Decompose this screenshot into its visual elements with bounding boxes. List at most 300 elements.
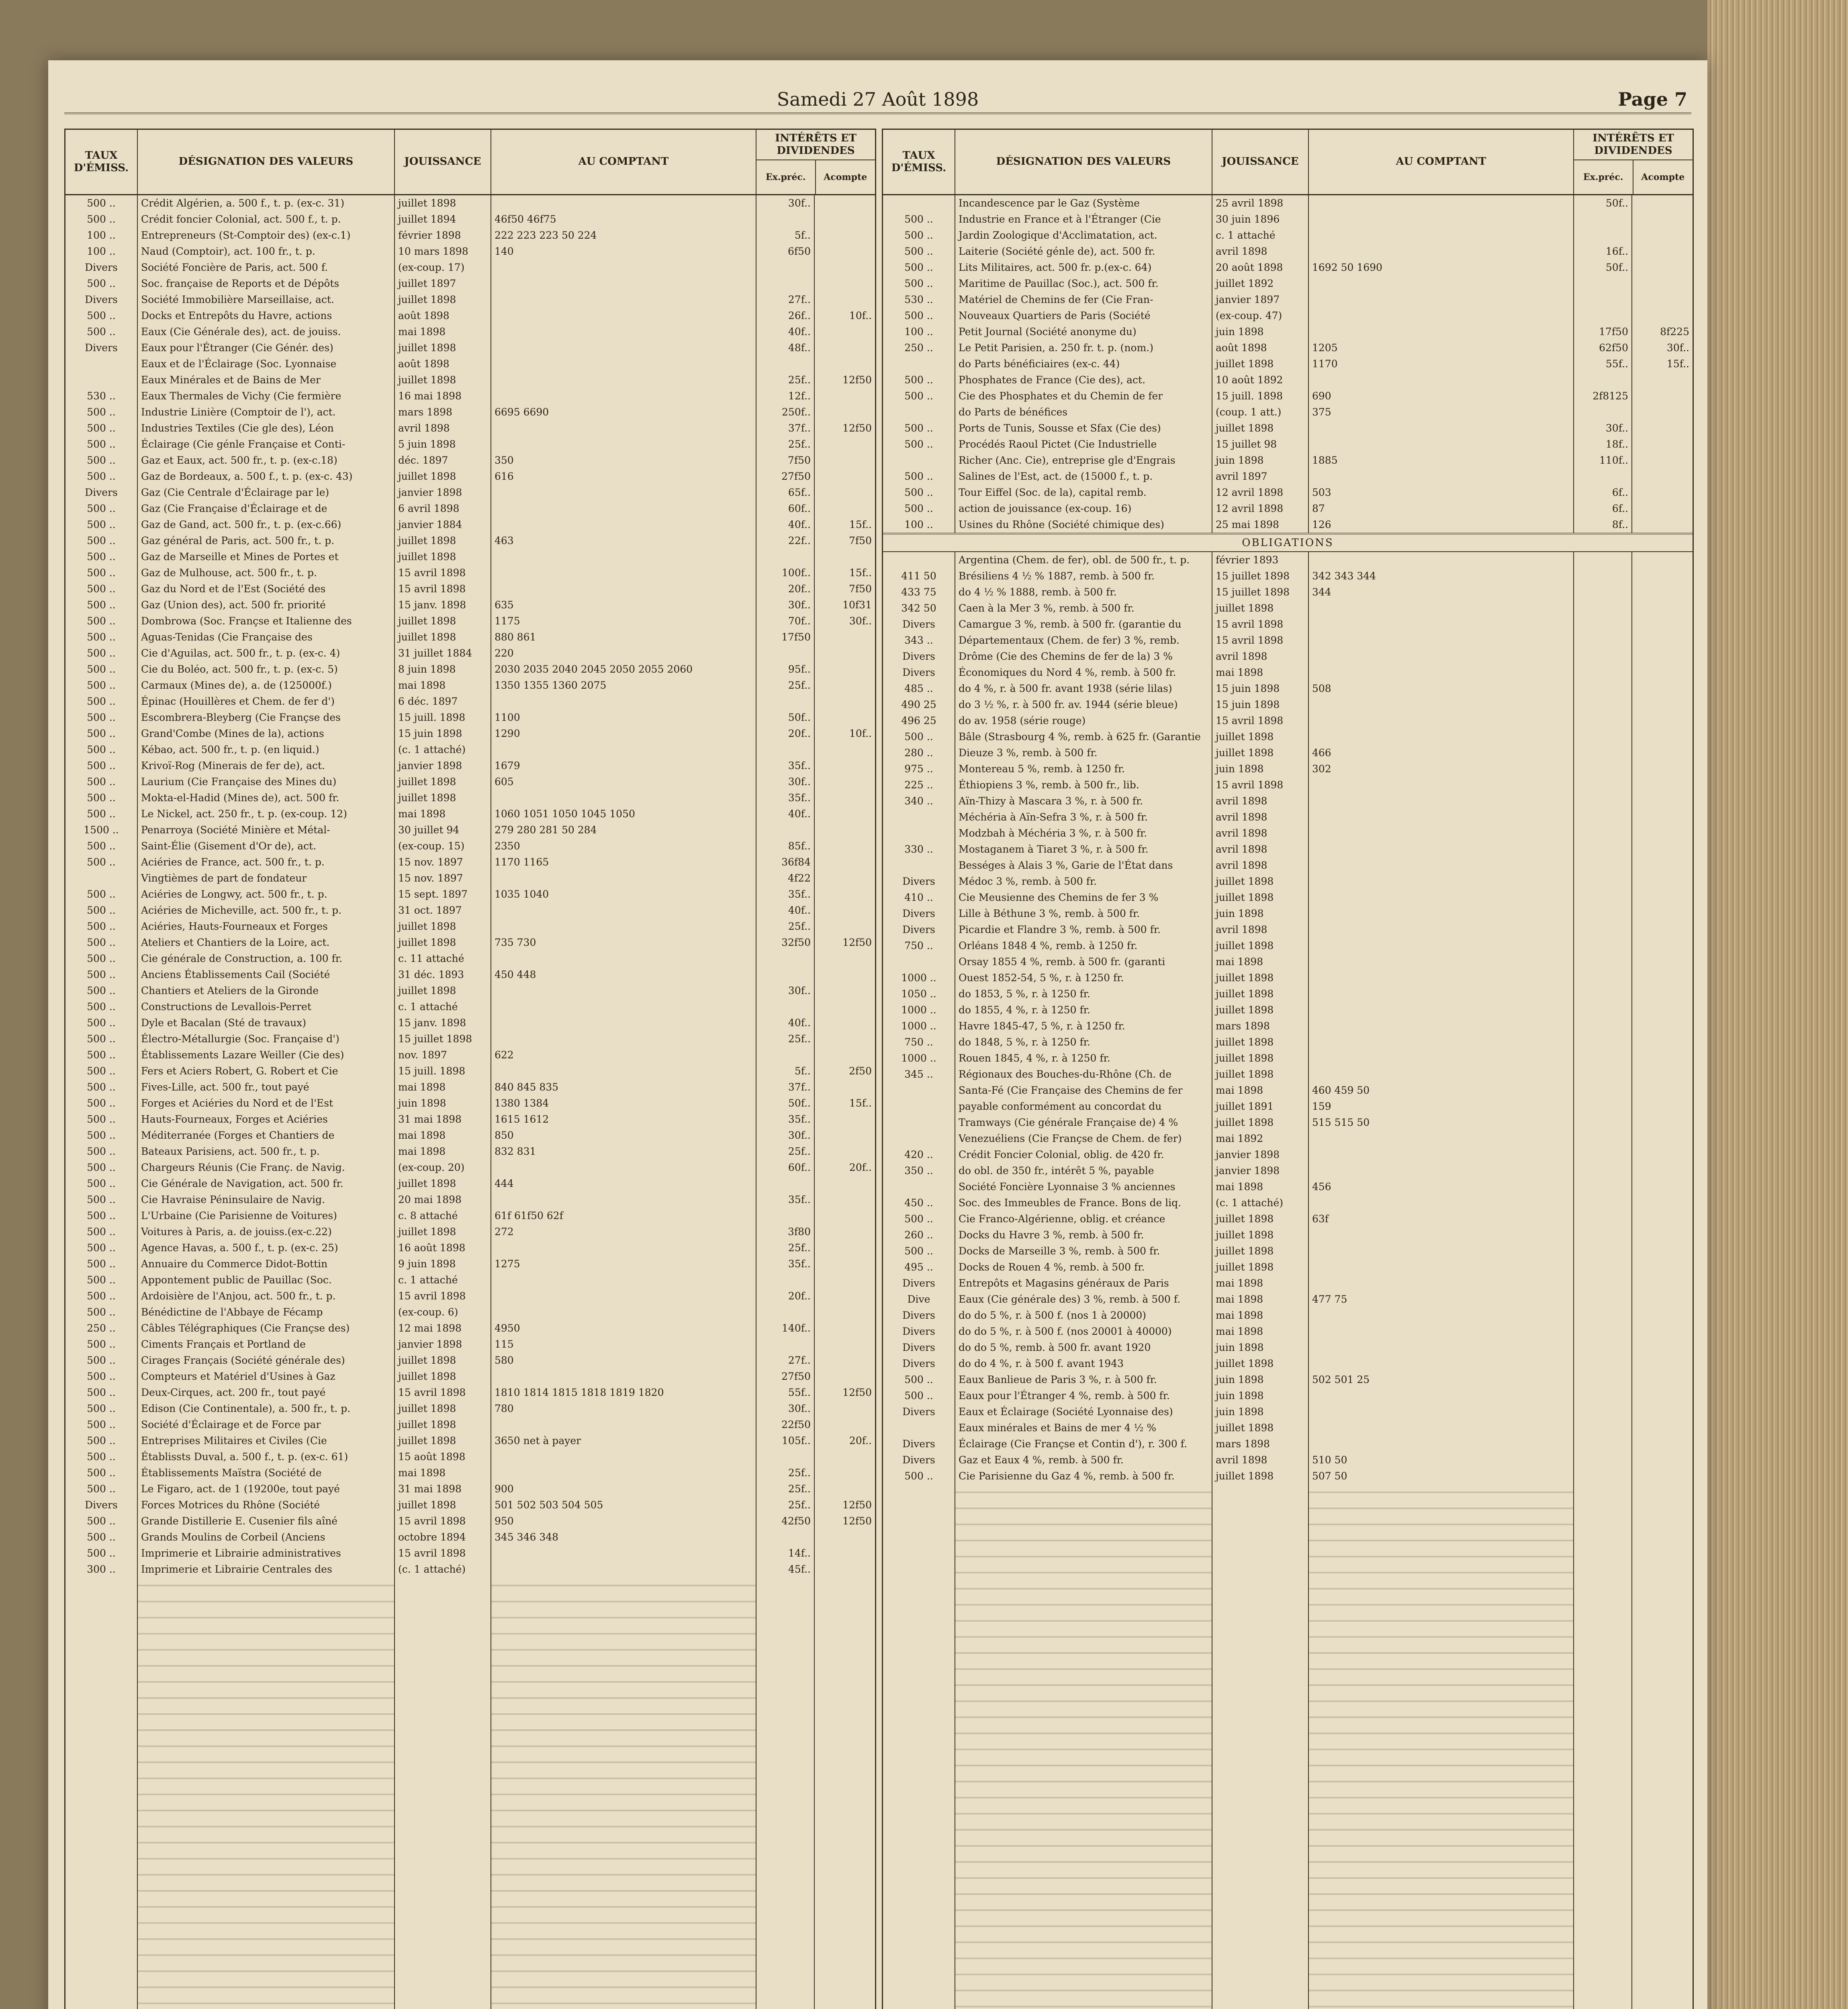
- cell-taux: 500 ..: [65, 694, 138, 710]
- cell-designation: do 1853, 5 %, r. à 1250 fr.: [955, 986, 1212, 1002]
- cell-taux: 500 ..: [65, 1079, 138, 1095]
- cell-ex-prec: 35f..: [756, 758, 815, 774]
- cell-jouissance: mars 1898: [395, 404, 491, 420]
- cell-acompte: [815, 243, 875, 260]
- cell-taux: 411 50: [883, 568, 955, 584]
- cell-ex-prec: 62f50: [1574, 340, 1632, 356]
- cell-comptant: 1100: [491, 710, 756, 726]
- cell-comptant: [1309, 292, 1574, 308]
- cell-comptant: [1309, 1195, 1574, 1211]
- newspaper-page: [48, 60, 1707, 2009]
- table-row: [883, 308, 1693, 324]
- cell-comptant: 140: [491, 243, 756, 260]
- table-row: [883, 1050, 1693, 1066]
- cell-designation: Tour Eiffel (Soc. de la), capital remb.: [955, 485, 1212, 501]
- cell-acompte: [1632, 1275, 1693, 1291]
- cell-jouissance: août 1898: [395, 356, 491, 372]
- cell-designation: Kébao, act. 500 fr., t. p. (en liquid.): [138, 742, 395, 758]
- cell-ex-prec: 60f..: [756, 1160, 815, 1176]
- cell-taux: [883, 1179, 955, 1195]
- cell-designation: Santa-Fé (Cie Française des Chemins de fer: [955, 1082, 1212, 1099]
- col-interets-header: [756, 130, 875, 194]
- cell-acompte: [1632, 1340, 1693, 1356]
- cell-taux: [883, 1082, 955, 1099]
- cell-acompte: [1632, 697, 1693, 713]
- cell-designation: Gaz général de Paris, act. 500 fr., t. p.: [138, 533, 395, 549]
- cell-comptant: [1309, 1259, 1574, 1275]
- cell-designation: Appontement public de Pauillac (Soc.: [138, 1272, 395, 1288]
- cell-ex-prec: 25f..: [756, 1497, 815, 1513]
- cell-comptant: 508: [1309, 681, 1574, 697]
- cell-ex-prec: 35f..: [756, 886, 815, 902]
- cell-acompte: [1632, 825, 1693, 841]
- cell-acompte: [815, 902, 875, 919]
- cell-comptant: [1309, 308, 1574, 324]
- cell-ex-prec: [1574, 1372, 1632, 1388]
- cell-designation: Rouen 1845, 4 %, r. à 1250 fr.: [955, 1050, 1212, 1066]
- cell-designation: Voitures à Paris, a. de jouiss.(ex-c.22): [138, 1224, 395, 1240]
- cell-comptant: 1615 1612: [491, 1111, 756, 1127]
- table-row: [65, 308, 875, 324]
- cell-jouissance: mai 1898: [395, 1127, 491, 1144]
- acompte-header: Acompte: [824, 172, 867, 182]
- cell-acompte: [815, 629, 875, 645]
- cell-jouissance: juillet 1898: [1212, 600, 1309, 616]
- cell-jouissance: 5 juin 1898: [395, 436, 491, 452]
- cell-taux: 500 ..: [883, 1468, 955, 1484]
- cell-comptant: 115: [491, 1336, 756, 1352]
- cell-acompte: [1632, 1099, 1693, 1115]
- cell-comptant: 1175: [491, 613, 756, 629]
- cell-acompte: [1632, 745, 1693, 761]
- cell-ex-prec: [1574, 1291, 1632, 1307]
- cell-jouissance: avril 1898: [1212, 857, 1309, 874]
- cell-designation: Établissements Maïstra (Société de: [138, 1465, 395, 1481]
- cell-comptant: [1309, 276, 1574, 292]
- cell-taux: [883, 195, 955, 211]
- cell-taux: 500 ..: [65, 902, 138, 919]
- table-row: [65, 694, 875, 710]
- table-row: [65, 1497, 875, 1513]
- cell-comptant: [1309, 665, 1574, 681]
- cell-designation: Eaux pour l'Étranger (Cie Génér. des): [138, 340, 395, 356]
- cell-designation: Gaz de Mulhouse, act. 500 fr., t. p.: [138, 565, 395, 581]
- cell-ex-prec: [1574, 227, 1632, 243]
- cell-jouissance: mai 1898: [1212, 1307, 1309, 1324]
- cell-acompte: [815, 967, 875, 983]
- cell-comptant: [491, 1545, 756, 1561]
- cell-ex-prec: [1574, 938, 1632, 954]
- col-comptant-header: AU COMPTANT: [1309, 130, 1574, 194]
- cell-designation: Dieuze 3 %, remb. à 500 fr.: [955, 745, 1212, 761]
- cell-taux: 750 ..: [883, 938, 955, 954]
- cell-taux: 500 ..: [65, 710, 138, 726]
- cell-taux: 500 ..: [65, 1224, 138, 1240]
- cell-comptant: 350: [491, 452, 756, 468]
- cell-taux: 500 ..: [883, 468, 955, 485]
- cell-ex-prec: [1574, 825, 1632, 841]
- cell-designation: Imprimerie et Librairie Centrales des: [138, 1561, 395, 1577]
- cell-jouissance: 15 avril 1898: [395, 1513, 491, 1529]
- cell-acompte: [815, 1561, 875, 1577]
- cell-comptant: 63f: [1309, 1211, 1574, 1227]
- cell-acompte: [1632, 1002, 1693, 1018]
- table-row: [65, 1224, 875, 1240]
- table-row: [883, 1066, 1693, 1082]
- cell-designation: Mokta-el-Hadid (Mines de), act. 500 fr.: [138, 790, 395, 806]
- cell-acompte: [815, 388, 875, 404]
- cell-comptant: [1309, 874, 1574, 890]
- cell-ex-prec: 30f..: [756, 1127, 815, 1144]
- cell-taux: 500 ..: [65, 468, 138, 485]
- cell-acompte: [815, 501, 875, 517]
- cell-comptant: [491, 1288, 756, 1304]
- cell-acompte: [1632, 1356, 1693, 1372]
- cell-jouissance: 15 avril 1898: [395, 1385, 491, 1401]
- cell-comptant: 450 448: [491, 967, 756, 983]
- cell-acompte: [815, 1031, 875, 1047]
- col-interets-header: [1574, 130, 1693, 194]
- cell-ex-prec: [1574, 986, 1632, 1002]
- cell-designation: Bâle (Strasbourg 4 %, remb. à 625 fr. (Garantie: [955, 729, 1212, 745]
- table-row: [65, 661, 875, 677]
- cell-jouissance: c. 1 attaché: [395, 1272, 491, 1288]
- cell-jouissance: mai 1898: [1212, 1179, 1309, 1195]
- cell-taux: 500 ..: [65, 1063, 138, 1079]
- cell-taux: Divers: [883, 922, 955, 938]
- cell-designation: Aciéries de Longwy, act. 500 fr., t. p.: [138, 886, 395, 902]
- cell-jouissance: 15 juill. 1898: [395, 1063, 491, 1079]
- cell-designation: do do 5 %, remb. à 500 fr. avant 1920: [955, 1340, 1212, 1356]
- cell-ex-prec: 22f50: [756, 1417, 815, 1433]
- cell-ex-prec: [756, 1272, 815, 1288]
- cell-ex-prec: 45f..: [756, 1561, 815, 1577]
- cell-jouissance: (c. 1 attaché): [395, 742, 491, 758]
- cell-designation: do 1855, 4 %, r. à 1250 fr.: [955, 1002, 1212, 1018]
- table-row: [883, 404, 1693, 420]
- cell-comptant: 1380 1384: [491, 1095, 756, 1111]
- table-row: [65, 1561, 875, 1577]
- cell-designation: Aciéries de Micheville, act. 500 fr., t. p.: [138, 902, 395, 919]
- cell-comptant: 635: [491, 597, 756, 613]
- cell-jouissance: juin 1898: [1212, 452, 1309, 468]
- cell-designation: Ateliers et Chantiers de la Loire, act.: [138, 935, 395, 951]
- cell-comptant: 900: [491, 1481, 756, 1497]
- cell-designation: Ciments Français et Portland de: [138, 1336, 395, 1352]
- cell-taux: Dive: [883, 1291, 955, 1307]
- cell-jouissance: juin 1898: [395, 1095, 491, 1111]
- cell-acompte: 7f50: [849, 535, 872, 546]
- cell-taux: 420 ..: [883, 1147, 955, 1163]
- cell-ex-prec: [756, 645, 815, 661]
- cell-comptant: [491, 485, 756, 501]
- table-row: [883, 1147, 1693, 1163]
- cell-jouissance: juillet 1898: [395, 340, 491, 356]
- cell-jouissance: juillet 1898: [395, 774, 491, 790]
- cell-ex-prec: [1574, 809, 1632, 825]
- table-row: [65, 1449, 875, 1465]
- cell-taux: Divers: [883, 1436, 955, 1452]
- cell-acompte: [815, 1352, 875, 1369]
- cell-taux: 500 ..: [883, 1243, 955, 1259]
- cell-acompte: [815, 468, 875, 485]
- cell-taux: [883, 452, 955, 468]
- cell-designation: Gaz de Bordeaux, a. 500 f., t. p. (ex-c. 43): [138, 468, 395, 485]
- cell-ex-prec: [756, 999, 815, 1015]
- cell-designation: Départementaux (Chem. de fer) 3 %, remb.: [955, 632, 1212, 649]
- cell-ex-prec: 5f..: [756, 227, 815, 243]
- table-row: [65, 1481, 875, 1497]
- cell-acompte: [1632, 584, 1693, 600]
- cell-designation: Le Figaro, act. de 1 (19200e, tout payé: [138, 1481, 395, 1497]
- cell-ex-prec: [1574, 1018, 1632, 1034]
- cell-jouissance: 15 nov. 1897: [395, 854, 491, 870]
- cell-designation: Docks du Havre 3 %, remb. à 500 fr.: [955, 1227, 1212, 1243]
- cell-jouissance: mai 1898: [395, 1079, 491, 1095]
- cell-acompte: [815, 742, 875, 758]
- cell-designation: Éthiopiens 3 %, remb. à 500 fr., lib.: [955, 777, 1212, 793]
- cell-ex-prec: 35f..: [756, 790, 815, 806]
- cell-taux: 433 75: [883, 584, 955, 600]
- cell-taux: 500 ..: [65, 501, 138, 517]
- cell-jouissance: juillet 1898: [395, 549, 491, 565]
- cell-acompte: 15f..: [849, 1097, 872, 1109]
- cell-designation: Laiterie (Société génle de), act. 500 fr.: [955, 243, 1212, 260]
- cell-comptant: 690: [1309, 388, 1574, 404]
- cell-jouissance: juin 1898: [1212, 1388, 1309, 1404]
- cell-ex-prec: [756, 260, 815, 276]
- cell-ex-prec: 50f..: [1574, 195, 1632, 211]
- cell-ex-prec: 55f..: [1574, 356, 1632, 372]
- cell-jouissance: octobre 1894: [395, 1529, 491, 1545]
- cell-comptant: [1309, 243, 1574, 260]
- cell-designation: Drôme (Cie des Chemins de fer de la) 3 %: [955, 649, 1212, 665]
- cell-acompte: [815, 774, 875, 790]
- cell-designation: Nouveaux Quartiers de Paris (Société: [955, 308, 1212, 324]
- cell-comptant: 222 223 223 50 224: [491, 227, 756, 243]
- table-row: [65, 1336, 875, 1352]
- cell-designation: Edison (Cie Continentale), a. 500 fr., t. p.: [138, 1401, 395, 1417]
- cell-ex-prec: 25f..: [756, 1465, 815, 1481]
- cell-jouissance: 15 avril 1898: [1212, 632, 1309, 649]
- cell-comptant: [1309, 938, 1574, 954]
- cell-acompte: [1632, 436, 1693, 452]
- cell-acompte: [1632, 260, 1693, 276]
- cell-designation: Eaux et de l'Éclairage (Soc. Lyonnaise: [138, 356, 395, 372]
- cell-jouissance: déc. 1897: [395, 452, 491, 468]
- cell-designation: Tramways (Cie générale Française de) 4 %: [955, 1115, 1212, 1131]
- cell-comptant: [491, 694, 756, 710]
- table-row: [883, 1275, 1693, 1291]
- cell-acompte: 20f..: [849, 1435, 872, 1446]
- cell-designation: do 4 ½ % 1888, remb. à 500 fr.: [955, 584, 1212, 600]
- table-row: [883, 665, 1693, 681]
- cell-acompte: [1632, 1372, 1693, 1388]
- table-row: [883, 954, 1693, 970]
- cell-designation: Le Petit Parisien, a. 250 fr. t. p. (nom.): [955, 340, 1212, 356]
- cell-ex-prec: 40f..: [756, 902, 815, 919]
- cell-designation: Fers et Aciers Robert, G. Robert et Cie: [138, 1063, 395, 1079]
- cell-taux: 500 ..: [883, 308, 955, 324]
- cell-comptant: 1170 1165: [491, 854, 756, 870]
- cell-jouissance: 15 août 1898: [395, 1449, 491, 1465]
- cell-taux: 500 ..: [65, 533, 138, 549]
- cell-designation: L'Urbaine (Cie Parisienne de Voitures): [138, 1208, 395, 1224]
- cell-jouissance: juillet 1898: [395, 935, 491, 951]
- cell-comptant: [1309, 211, 1574, 227]
- cell-comptant: [1309, 1356, 1574, 1372]
- cell-comptant: 780: [491, 1401, 756, 1417]
- cell-jouissance: juillet 1892: [1212, 276, 1309, 292]
- cell-comptant: [1309, 227, 1574, 243]
- cell-ex-prec: [1574, 729, 1632, 745]
- cell-designation: Carmaux (Mines de), a. de (125000f.): [138, 677, 395, 694]
- cell-ex-prec: [1574, 1163, 1632, 1179]
- cell-designation: Éclairage (Cie génle Française et Conti-: [138, 436, 395, 452]
- cell-acompte: [815, 951, 875, 967]
- cell-ex-prec: [1574, 1420, 1632, 1436]
- table-row: [883, 745, 1693, 761]
- cell-taux: Divers: [883, 906, 955, 922]
- cell-acompte: [1632, 1034, 1693, 1050]
- table-row: [65, 1192, 875, 1208]
- cell-taux: 500 ..: [65, 1433, 138, 1449]
- cell-comptant: 477 75: [1309, 1291, 1574, 1307]
- table-row: [65, 790, 875, 806]
- cell-comptant: [491, 999, 756, 1015]
- cell-taux: 350 ..: [883, 1163, 955, 1179]
- cell-comptant: [1309, 1131, 1574, 1147]
- cell-acompte: [815, 1481, 875, 1497]
- cell-designation: Docks de Rouen 4 %, remb. à 500 fr.: [955, 1259, 1212, 1275]
- cell-ex-prec: [1574, 1452, 1632, 1468]
- cell-taux: 500 ..: [65, 999, 138, 1015]
- cell-acompte: [815, 227, 875, 243]
- cell-jouissance: juin 1898: [1212, 1340, 1309, 1356]
- cell-comptant: 735 730: [491, 935, 756, 951]
- cell-acompte: 10f..: [849, 310, 872, 321]
- cell-jouissance: mai 1898: [1212, 1275, 1309, 1291]
- cell-jouissance: juillet 1898: [1212, 1243, 1309, 1259]
- cell-taux: Divers: [883, 1356, 955, 1372]
- cell-designation: Eaux et Éclairage (Société Lyonnaise des): [955, 1404, 1212, 1420]
- cell-comptant: [491, 420, 756, 436]
- cell-comptant: 1205: [1309, 340, 1574, 356]
- cell-ex-prec: [1574, 632, 1632, 649]
- cell-comptant: [491, 983, 756, 999]
- cell-jouissance: juillet 1898: [1212, 874, 1309, 890]
- cell-jouissance: 15 juill. 1898: [1212, 388, 1309, 404]
- cell-comptant: 1810 1814 1815 1818 1819 1820: [491, 1385, 756, 1401]
- cell-acompte: [1632, 793, 1693, 809]
- cell-jouissance: juillet 1898: [395, 629, 491, 645]
- cell-taux: 340 ..: [883, 793, 955, 809]
- cell-acompte: [815, 1417, 875, 1433]
- cell-taux: 500 ..: [65, 276, 138, 292]
- cell-acompte: [1632, 372, 1693, 388]
- cell-comptant: 272: [491, 1224, 756, 1240]
- cell-ex-prec: [1574, 857, 1632, 874]
- cell-designation: Société d'Éclairage et de Force par: [138, 1417, 395, 1433]
- cell-designation: Cie Générale de Navigation, act. 500 fr.: [138, 1176, 395, 1192]
- cell-designation: Hauts-Fourneaux, Forges et Aciéries: [138, 1111, 395, 1127]
- table-row: [883, 761, 1693, 777]
- cell-comptant: 616: [491, 468, 756, 485]
- cell-taux: 100 ..: [65, 243, 138, 260]
- left-column-rules: [65, 1577, 875, 2009]
- cell-comptant: [1309, 1420, 1574, 1436]
- cell-acompte: [815, 1449, 875, 1465]
- table-row: [65, 1047, 875, 1063]
- cell-acompte: 12f50: [842, 937, 872, 948]
- cell-ex-prec: [1574, 600, 1632, 616]
- cell-taux: 500 ..: [883, 1388, 955, 1404]
- cell-taux: 500 ..: [883, 388, 955, 404]
- table-row: [65, 517, 875, 533]
- cell-acompte: [815, 1176, 875, 1192]
- cell-ex-prec: [1574, 308, 1632, 324]
- cell-comptant: [1309, 436, 1574, 452]
- cell-taux: [883, 1420, 955, 1436]
- table-row: [65, 613, 875, 629]
- table-row: [65, 854, 875, 870]
- cell-ex-prec: 25f..: [756, 372, 815, 388]
- cell-designation: Matériel de Chemins de fer (Cie Fran-: [955, 292, 1212, 308]
- cell-ex-prec: [1574, 681, 1632, 697]
- cell-acompte: [815, 549, 875, 565]
- cell-designation: Gaz (Cie Française d'Éclairage et de: [138, 501, 395, 517]
- cell-jouissance: 20 août 1898: [1212, 260, 1309, 276]
- cell-acompte: [1632, 568, 1693, 584]
- cell-taux: 530 ..: [883, 292, 955, 308]
- cell-jouissance: (ex-coup. 20): [395, 1160, 491, 1176]
- cell-comptant: [1309, 1163, 1574, 1179]
- cell-acompte: [815, 661, 875, 677]
- cell-taux: 500 ..: [65, 1192, 138, 1208]
- table-row: [65, 1144, 875, 1160]
- cell-comptant: [491, 501, 756, 517]
- cell-comptant: [1309, 1018, 1574, 1034]
- cell-taux: 500 ..: [65, 1465, 138, 1481]
- cell-designation: Camargue 3 %, remb. à 500 fr. (garantie du: [955, 616, 1212, 632]
- cell-designation: Gaz et Eaux, act. 500 fr., t. p. (ex-c.18): [138, 452, 395, 468]
- table-row: [883, 211, 1693, 227]
- cell-ex-prec: [756, 356, 815, 372]
- col-comptant-header: AU COMPTANT: [491, 130, 756, 194]
- cell-acompte: [815, 1545, 875, 1561]
- table-row: [883, 485, 1693, 501]
- table-row: [883, 552, 1693, 568]
- table-row: [65, 1240, 875, 1256]
- cell-comptant: [1309, 986, 1574, 1002]
- table-row: [65, 1160, 875, 1176]
- cell-acompte: [815, 260, 875, 276]
- cell-taux: 500 ..: [65, 806, 138, 822]
- cell-comptant: [1309, 195, 1574, 211]
- cell-acompte: 12f50: [842, 1515, 872, 1527]
- table-row: [883, 388, 1693, 404]
- table-row: [65, 1401, 875, 1417]
- cell-ex-prec: 8f..: [1574, 517, 1632, 533]
- table-row: [883, 729, 1693, 745]
- cell-comptant: [1309, 777, 1574, 793]
- cell-designation: Gaz et Eaux 4 %, remb. à 500 fr.: [955, 1452, 1212, 1468]
- cell-comptant: [491, 1160, 756, 1176]
- cell-designation: Cie Meusienne des Chemins de fer 3 %: [955, 890, 1212, 906]
- cell-taux: 500 ..: [65, 1401, 138, 1417]
- cell-acompte: [815, 485, 875, 501]
- table-row: [883, 1243, 1693, 1259]
